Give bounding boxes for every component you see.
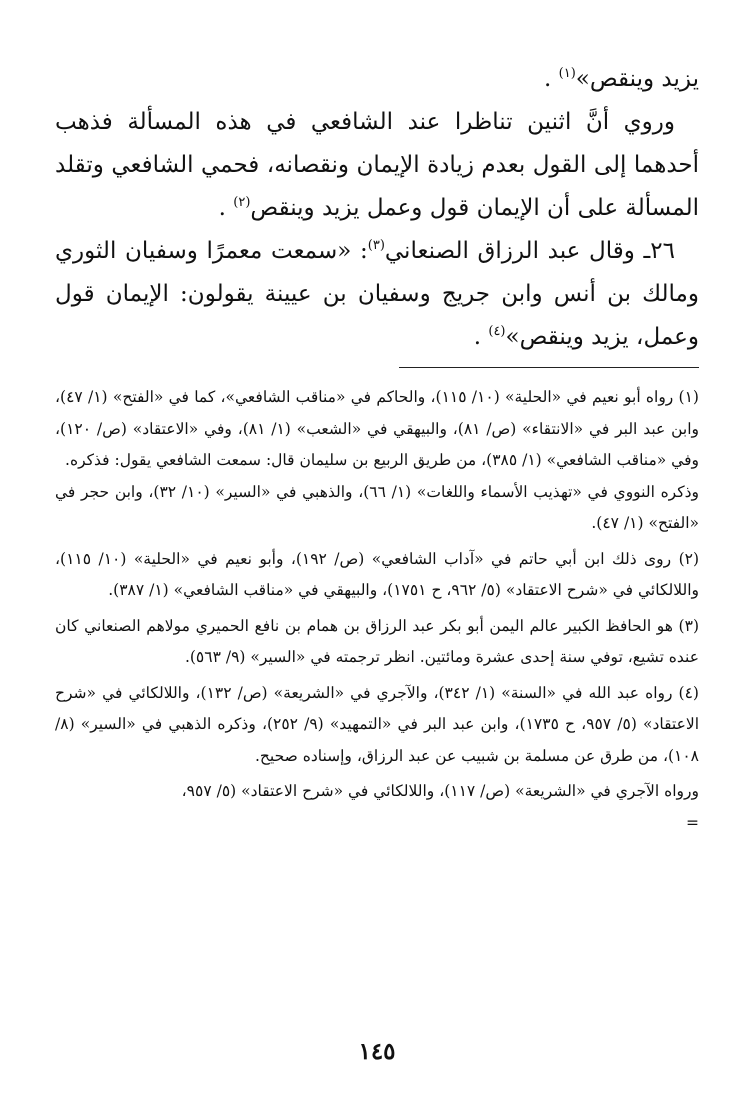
page-number: ١٤٥ — [358, 1038, 396, 1065]
paragraph-3: ٢٦ـ وقال عبد الرزاق الصنعاني$^{(٣)}$: «سمعت معمرًا وسفيان الثوري ومالك بن أنس وابن جريج وسفيان بن عيينة يقولون: الإيمان قول وعمل، يزيد وينقص»$^{(٤)}$ . — [55, 238, 699, 350]
paragraph-2: وروي أنَّ اثنين تناظرا عند الشافعي في هذه المسألة فذهب أحدهما إلى القول بعدم زيادة الإيمان ونقصانه، فحمي الشافعي وتقلد المسألة على أن الإيمان قول وعمل يزيد وينقص$^{(٢)}$ . — [55, 109, 699, 221]
footnote-marker-2: (٢) — [233, 195, 251, 210]
footnote-3: (٣) هو الحافظ الكبير عالم اليمن أبو بكر عبد الرزاق بن همام بن نافع الحميري مولاهم الصنعاني كان عنده تشيع، توفي سنة إحدى عشرة ومائتين. انظر ترجمته في «السير» (٩/ ٥٦٣). — [55, 616, 699, 666]
footnotes — [55, 382, 699, 839]
footnote-marker-1: (١) — [558, 66, 576, 81]
footnote-4-continued: ورواه الآجري في «الشريعة» (ص/ ١١٧)، واللالكائي في «شرح الاعتقاد» (٥/ ٩٥٧، — [181, 782, 699, 800]
footnote-marker-3: (٣) — [367, 238, 385, 253]
footnote-divider — [399, 367, 699, 368]
footnote-1-continued: وذكره النووي في «تهذيب الأسماء واللغات» (١/ ٦٦)، والذهبي في «السير» (١٠/ ٣٢)، وابن حجر في «الفتح» (١/ ٤٧). — [55, 482, 700, 532]
paragraph-1: يزيد وينقص»$^{(١)}$ . — [544, 66, 699, 92]
main-text — [55, 58, 699, 359]
footnote-2: (٢) روى ذلك ابن أبي حاتم في «آداب الشافعي» (ص/ ١٩٢)، وأبو نعيم في «الحلية» (١٠/ ١١٥)، واللالكائي في «شرح الاعتقاد» (٥/ ٩٦٢، ح ١٧٥١)، والبيهقي في «مناقب الشافعي» (١/ ٣٨٧). — [55, 549, 700, 599]
footnote-4: (٤) رواه عبد الله في «السنة» (١/ ٣٤٢)، والآجري في «الشريعة» (ص/ ١٣٢)، واللالكائي في «شرح الاعتقاد» (٥/ ٩٥٧، ح ١٧٣٥)، وابن عبد البر في «التمهيد» (٩/ ٢٥٢)، وذكره الذهبي في «السير» (٨/ ١٠٨)، من طرق عن مسلمة بن شبيب عن عبد الرزاق، وإسناده صحيح. — [55, 683, 699, 765]
footnote-1: (١) رواه أبو نعيم في «الحلية» (١٠/ ١١٥)، والحاكم في «مناقب الشافعي»، كما في «الفتح» (١/ ٤٧)، وابن عبد البر في «الانتقاء» (ص/ ٨١)، والبيهقي في «الشعب» (١/ ٨١)، وفي «الاعتقاد» (ص/ ١٢٠)، وفي «مناقب الشافعي» (١/ ٣٨٥)، من طريق الربيع بن سليمان قال: سمعت الشافعي يقول: فذكره. — [55, 388, 699, 469]
continuation-mark: = — [686, 813, 699, 832]
footnote-marker-4: (٤) — [488, 324, 506, 339]
